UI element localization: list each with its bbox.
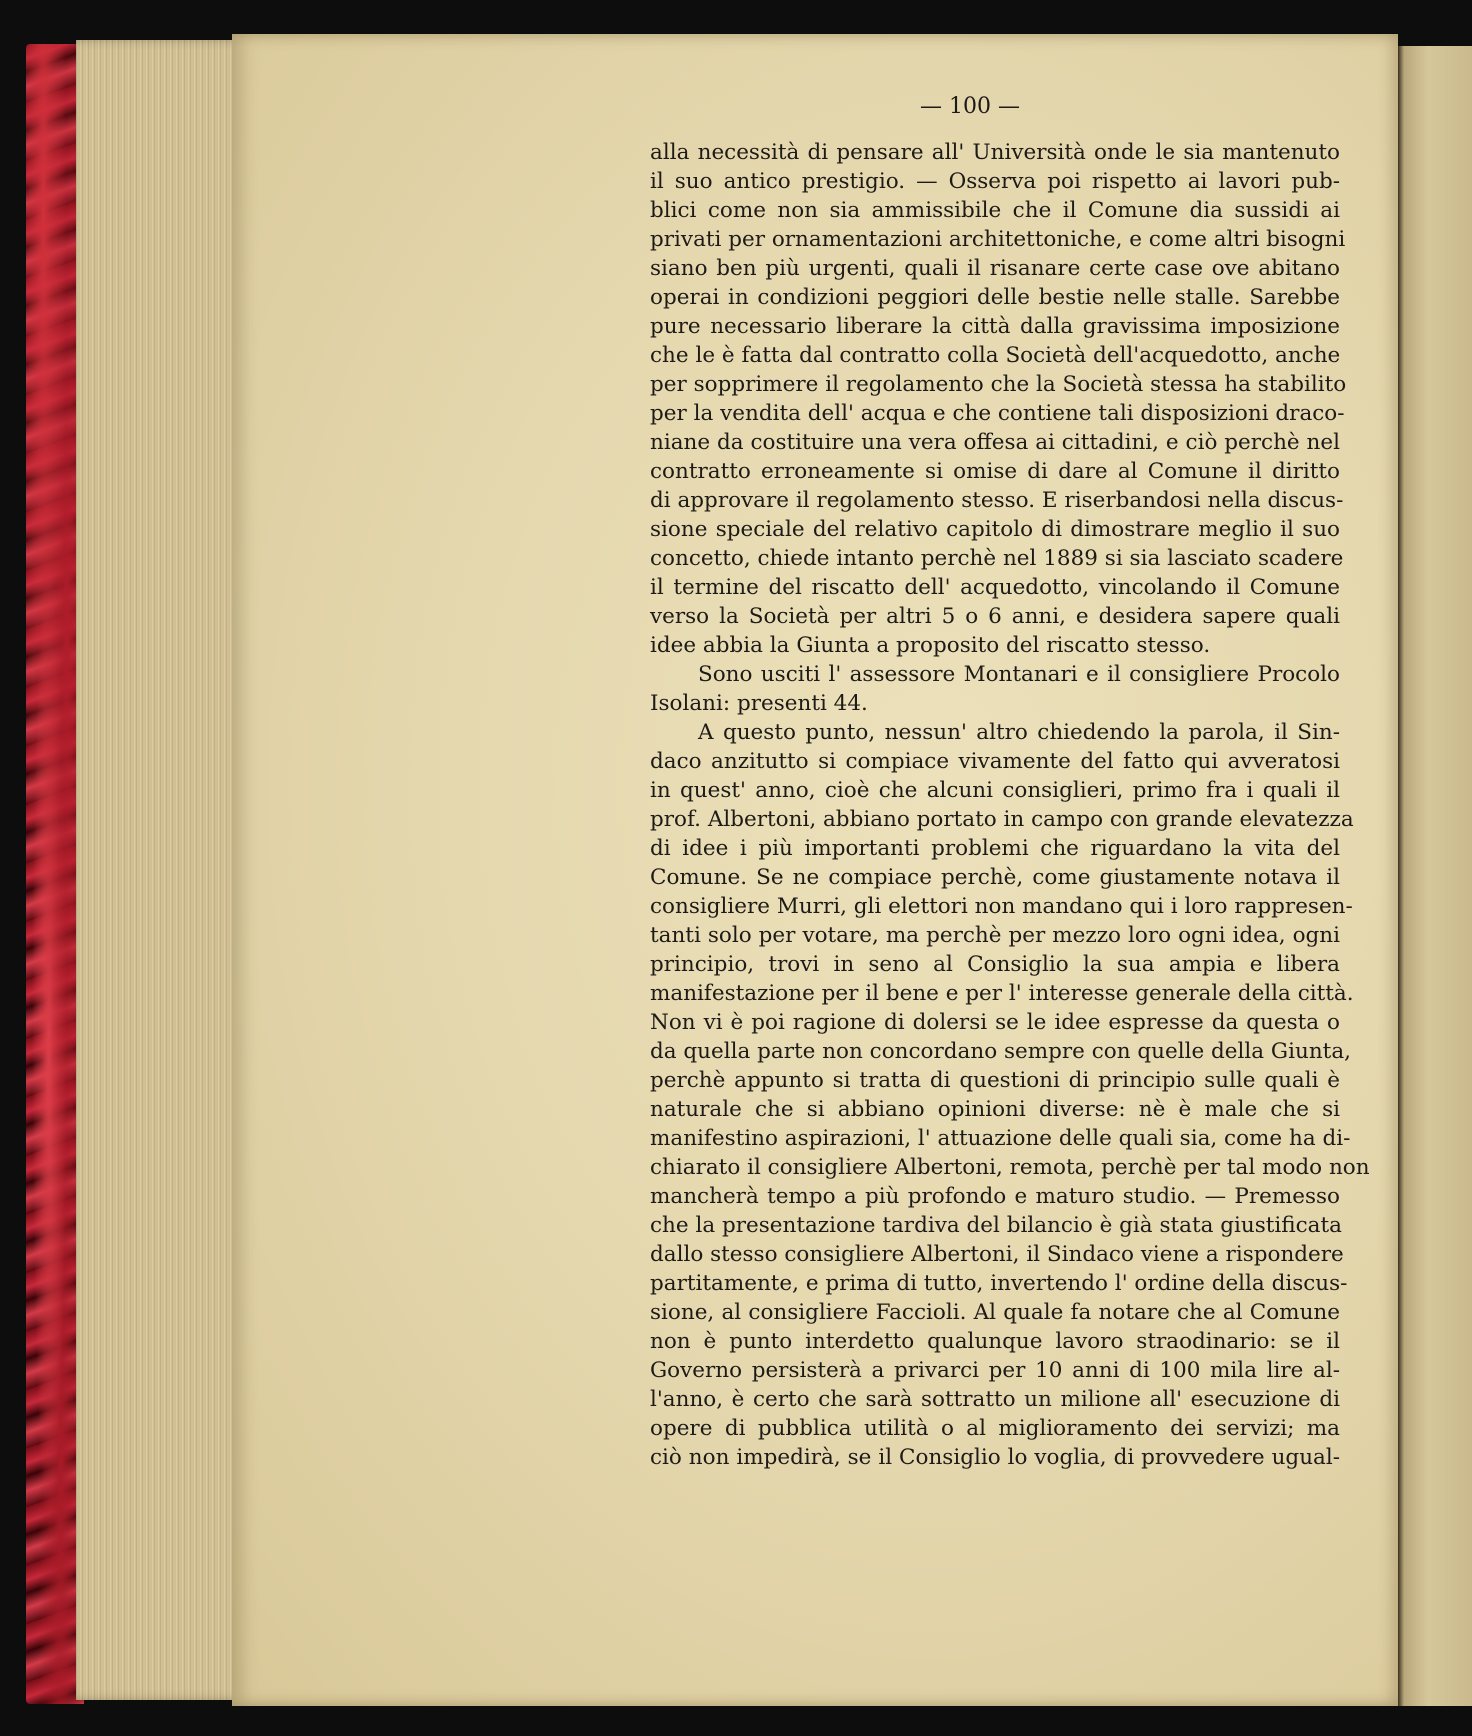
page-edges — [76, 40, 246, 1700]
text-line: da quella parte non concordano sempre con quelle della Giunta, — [650, 1039, 1351, 1064]
body-text — [650, 138, 1370, 1472]
text-line: il suo antico prestigio. — Osserva poi rispetto ai lavori pub- — [650, 169, 1340, 194]
text-line: naturale che si abbiano opinioni diverse: nè è male che si — [650, 1097, 1340, 1122]
text-line: ciò non impedirà, se il Consiglio lo voglia, di provvedere ugual- — [650, 1445, 1340, 1470]
text-line: chiarato il consigliere Albertoni, remota, perchè per tal modo non — [650, 1155, 1370, 1180]
paragraph — [650, 138, 1347, 660]
text-line: di approvare il regolamento stesso. E riserbandosi nella discus- — [650, 488, 1344, 513]
text-line: A questo punto, nessun' altro chiedendo la parola, il Sin- — [698, 720, 1340, 745]
text-line: niane da costituire una vera offesa ai cittadini, e ciò perchè nel — [650, 430, 1340, 455]
text-line: pure necessario liberare la città dalla gravissima imposizione — [650, 314, 1340, 339]
text-line: operai in condizioni peggiori delle bestie nelle stalle. Sarebbe — [650, 285, 1340, 310]
text-line: in quest' anno, cioè che alcuni consiglieri, primo fra i quali il — [650, 778, 1340, 803]
text-line: privati per ornamentazioni architettoniche, e come altri bisogni — [650, 227, 1346, 252]
text-line: Isolani: presenti 44. — [650, 691, 868, 716]
next-page-edge — [1398, 46, 1472, 1706]
text-line: che le è fatta dal contratto colla Società dell'acquedotto, anche — [650, 343, 1341, 368]
text-line: idee abbia la Giunta a proposito del riscatto stesso. — [650, 633, 1211, 658]
text-line: di idee i più importanti problemi che riguardano la vita del — [650, 836, 1340, 861]
text-line: per sopprimere il regolamento che la Società stessa ha stabilito — [650, 372, 1347, 397]
text-line: dallo stesso consigliere Albertoni, il Sindaco viene a rispondere — [650, 1242, 1344, 1267]
text-line: Governo persisterà a privarci per 10 anni di 100 mila lire al- — [650, 1358, 1340, 1383]
text-line: per la vendita dell' acqua e che contiene tali disposizioni draco- — [650, 401, 1345, 426]
text-line: sione, al consigliere Faccioli. Al quale fa notare che al Comune — [650, 1300, 1340, 1325]
text-line: tanti solo per votare, ma perchè per mezzo loro ogni idea, ogni — [650, 923, 1340, 948]
text-line: concetto, chiede intanto perchè nel 1889 si sia lasciato scadere — [650, 546, 1344, 571]
text-line: manifestino aspirazioni, l' attuazione delle quali sia, come ha di- — [650, 1126, 1351, 1151]
text-line: non è punto interdetto qualunque lavoro straodinario: se il — [650, 1329, 1340, 1354]
text-line: alla necessità di pensare all' Università onde le sia mantenuto — [650, 140, 1340, 165]
text-line: principio, trovi in seno al Consiglio la sua ampia e libera — [650, 952, 1340, 977]
text-line: blici come non sia ammissibile che il Comune dia sussidi ai — [650, 198, 1340, 223]
page-number: — 100 — — [920, 94, 1020, 119]
text-line: daco anzitutto si compiace vivamente del fatto qui avveratosi — [650, 749, 1340, 774]
text-line: che la presentazione tardiva del bilancio è già stata giustificata — [650, 1213, 1342, 1238]
text-line: Comune. Se ne compiace perchè, come giustamente notava il — [650, 865, 1340, 890]
text-line: il termine del riscatto dell' acquedotto, vincolando il Comune — [650, 575, 1340, 600]
text-line: manifestazione per il bene e per l' interesse generale della città. — [650, 981, 1354, 1006]
text-line: contratto erroneamente si omise di dare al Comune il diritto — [650, 459, 1340, 484]
text-line: consigliere Murri, gli elettori non mandano qui i loro rappresen- — [650, 894, 1353, 919]
paragraph — [650, 718, 1370, 1472]
text-line: Non vi è poi ragione di dolersi se le idee espresse da questa o — [650, 1010, 1340, 1035]
text-line: sione speciale del relativo capitolo di dimostrare meglio il suo — [650, 517, 1340, 542]
text-line: siano ben più urgenti, quali il risanare certe case ove abitano — [650, 256, 1340, 281]
text-line: partitamente, e prima di tutto, invertendo l' ordine della discus- — [650, 1271, 1348, 1296]
text-line: opere di pubblica utilità o al miglioramento dei servizi; ma — [650, 1416, 1340, 1441]
text-line: Sono usciti l' assessore Montanari e il consigliere Procolo — [698, 662, 1340, 687]
text-line: verso la Società per altri 5 o 6 anni, e desidera sapere quali — [650, 604, 1340, 629]
text-line: l'anno, è certo che sarà sottratto un milione all' esecuzione di — [650, 1387, 1340, 1412]
text-line: perchè appunto si tratta di questioni di principio sulle quali è — [650, 1068, 1340, 1093]
text-line: prof. Albertoni, abbiano portato in campo con grande elevatezza — [650, 807, 1354, 832]
text-line: mancherà tempo a più profondo e maturo studio. — Premesso — [650, 1184, 1340, 1209]
paragraph — [650, 660, 1340, 718]
